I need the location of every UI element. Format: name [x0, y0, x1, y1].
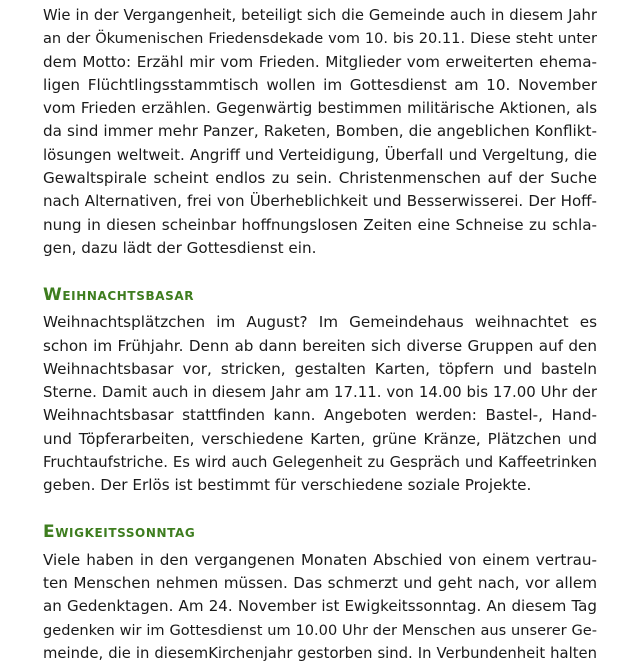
text-line: Weihnachtsbasar stattfinden kann. Angeboten werden: Bastel-, Hand-	[43, 406, 597, 425]
text-line: lösungen weltweit. Angriff und Verteidigung, Überfall und Vergeltung, die	[43, 145, 597, 164]
text-line: nung in diesen scheinbar hoffnungslosen Zeiten eine Schneise zu schla-	[43, 215, 597, 234]
text-line: Weihnachtsplätzchen im August? Im Gemeindehaus weihnachtet es	[43, 313, 597, 332]
text-line: Fruchtaufstriche. Es wird auch Gelegenheit zu Gespräch und Kaffeetrinken	[43, 454, 597, 472]
text-line: vom Frieden erzählen. Gegenwärtig bestimmen militärische Aktionen, als	[43, 99, 597, 118]
text-line: Weihnachtsbasar vor, stricken, gestalten Karten, töpfern und basteln	[43, 359, 597, 378]
ewigkeitssonntag-paragraph	[43, 549, 597, 665]
text-line: Gewaltspirale scheint endlos zu sein. Christenmenschen auf der Suche	[43, 169, 597, 188]
text-line: gen, dazu lädt der Gottesdienst ein.	[43, 238, 317, 257]
section-heading-weihnachtsbasar: Weihnachtsbasar	[43, 285, 195, 306]
weihnachtsbasar-paragraph	[43, 311, 597, 497]
text-line: meinde, die in diesemKirchenjahr gestorben sind. In Verbundenheit halten	[43, 644, 597, 662]
text-line: und Töpferarbeiten, verschiedene Karten, grüne Kränze, Plätzchen und	[43, 429, 597, 448]
text-line: ten Menschen nehmen müssen. Das schmerzt und geht nach, vor allem	[43, 573, 597, 592]
text-line: nach Alternativen, frei von Überheblichkeit und Besserwisserei. Der Hoff-	[43, 192, 597, 211]
text-line: ligen Flüchtlingsstammtisch wollen im Gottesdienst am 10. November	[43, 75, 597, 94]
text-line: Wie in der Vergangenheit, beteiligt sich die Gemeinde auch in diesem Jahr	[43, 7, 597, 24]
text-line: schon im Frühjahr. Denn ab dann bereiten sich diverse Gruppen auf den	[43, 336, 597, 355]
text-line: Viele haben in den vergangenen Monaten Abschied von einem vertrau-	[43, 550, 597, 569]
intro-paragraph	[43, 4, 597, 260]
section-heading-ewigkeitssonntag: Ewigkeitssonntag	[43, 521, 196, 542]
text-line: an Gedenktagen. Am 24. November ist Ewigkeitssonntag. An diesem Tag	[43, 597, 597, 616]
text-line: Sterne. Damit auch in diesem Jahr am 17.11. von 14.00 bis 17.00 Uhr der	[43, 383, 597, 402]
text-line: gedenken wir im Gottesdienst um 10.00 Uhr der Menschen aus unserer Ge-	[43, 621, 597, 639]
text-line: da sind immer mehr Panzer, Raketen, Bomben, die angeblichen Konflikt-	[43, 122, 597, 141]
text-line: an der Ökumenischen Friedensdekade vom 10. bis 20.11. Diese steht unter	[43, 30, 597, 48]
text-line: geben. Der Erlös ist bestimmt für verschiedene soziale Projekte.	[43, 476, 532, 495]
document-page	[43, 4, 597, 665]
text-line: dem Motto: Erzähl mir vom Frieden. Mitglieder vom erweiterten ehema-	[43, 52, 597, 71]
